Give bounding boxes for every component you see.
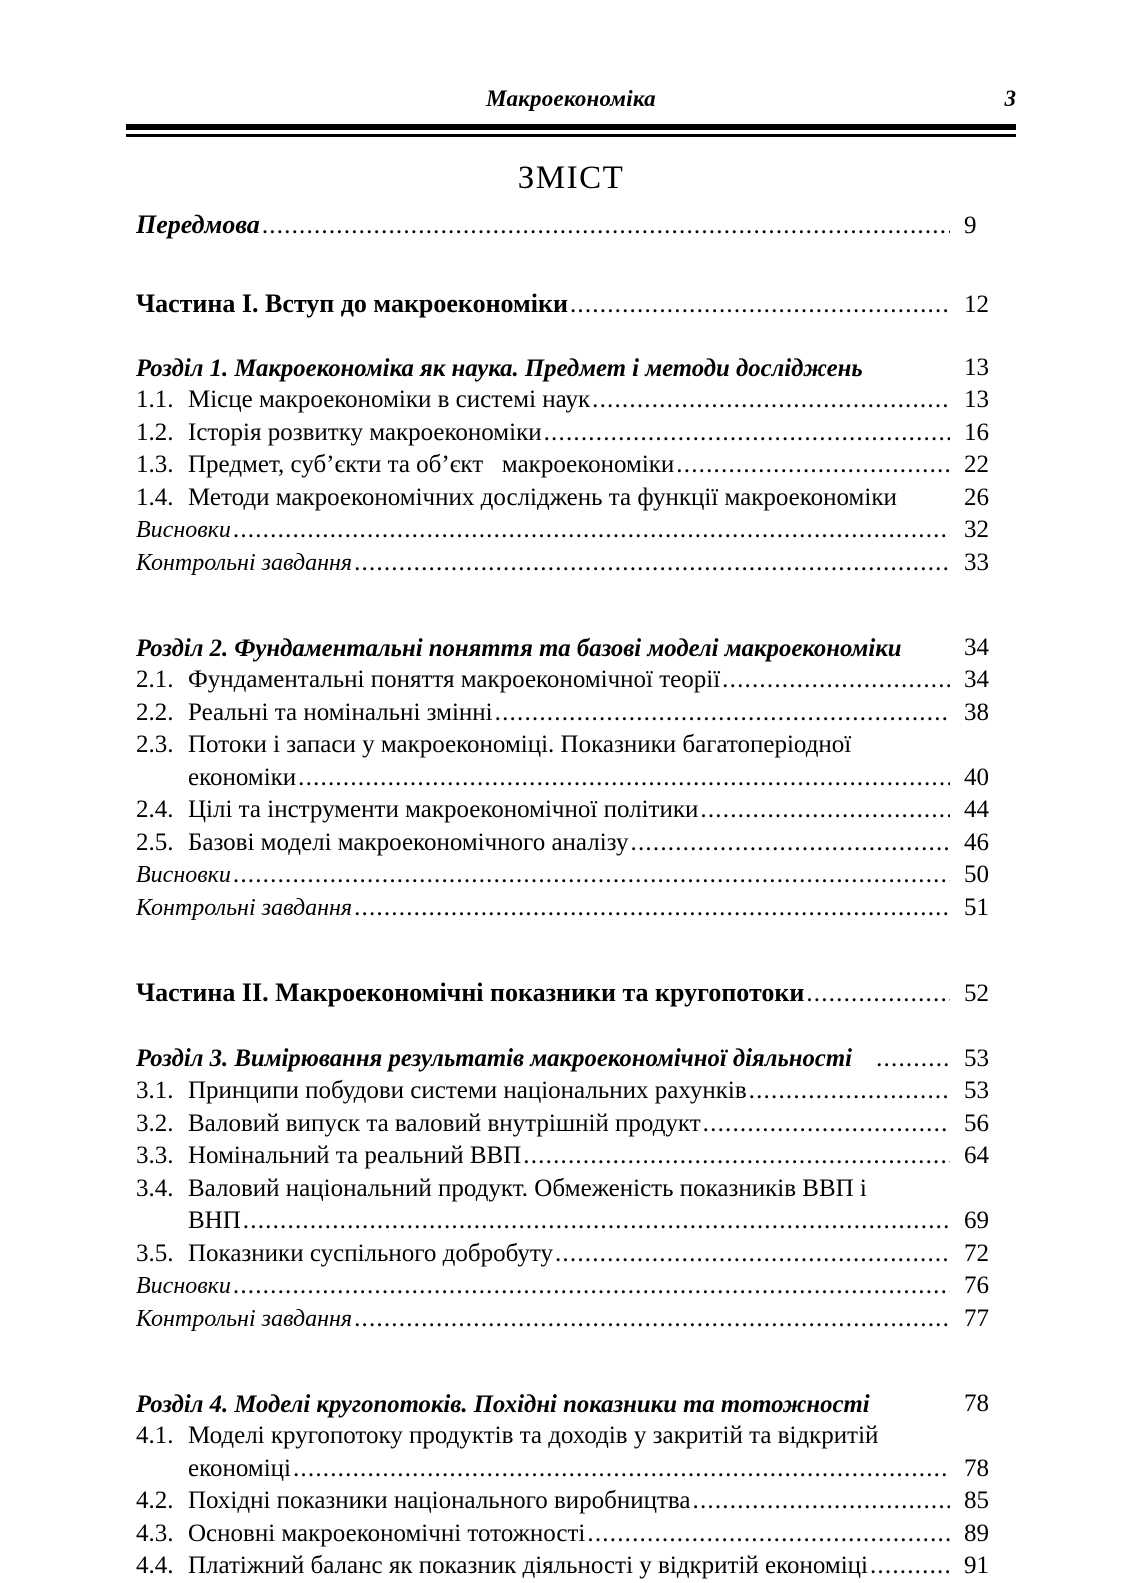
toc-item-number: 1.3. [136, 451, 174, 479]
toc-part-label: Частина I. Вступ до макроекономіки [136, 288, 568, 318]
leader-dots [233, 514, 950, 547]
toc-entry-label: Висновки [136, 517, 231, 544]
toc-part-page: 12 [964, 290, 989, 318]
toc-item-number: 1.4. [136, 483, 174, 511]
toc-item-number: 4.4. [136, 1552, 174, 1580]
toc-entry-label: Передмова [136, 210, 260, 239]
toc-item-3-1[interactable] [136, 1075, 1016, 1108]
leader-dots [703, 1108, 950, 1141]
toc-item-number: 4.2. [136, 1487, 174, 1515]
toc-item-4-1-continuation[interactable] [136, 1453, 1016, 1486]
toc-item-label: Показники суспільного добробуту [188, 1239, 553, 1267]
leader-dots [495, 697, 950, 730]
toc-tasks-3[interactable] [136, 1303, 1016, 1336]
toc-entry-page: 9 [964, 212, 977, 239]
leader-dots [544, 417, 950, 450]
toc-item-page: 69 [964, 1207, 989, 1235]
toc-item-4-4[interactable] [136, 1550, 1016, 1583]
page-folio-number: 3 [1004, 86, 1016, 111]
toc-item-number: 2.1. [136, 666, 174, 694]
leader-dots [243, 1205, 950, 1238]
leader-dots [293, 1453, 950, 1486]
toc-entry-label: Контрольні завдання [136, 1305, 353, 1332]
toc-item-2-5[interactable] [136, 827, 1016, 860]
toc-item-number: 3.1. [136, 1077, 174, 1105]
toc-chapter-label: Розділ 2. Фундаментальні поняття та базові моделі макроекономіки [136, 633, 902, 663]
toc-item-2-3-continuation[interactable] [136, 762, 1016, 795]
spacer [136, 243, 1016, 287]
toc-item-label: Основні макроекономічні тотожності [188, 1519, 586, 1547]
toc-item-page: 13 [964, 386, 989, 414]
toc-item-label: Предмет, суб’єкти та об’єкт макроекономіки [188, 451, 675, 479]
toc-part-2[interactable] [136, 976, 1016, 1011]
toc-item-number: 4.1. [136, 1422, 174, 1450]
toc-item-page: 26 [964, 483, 989, 511]
toc-item-label: Місце макроекономіки в системі наук [188, 386, 591, 414]
toc-item-label: Методи макроекономічних досліджень та функції макроекономіки [188, 483, 897, 511]
leader-dots [354, 1303, 950, 1336]
toc-part-1[interactable] [136, 287, 1016, 322]
toc-item-number: 3.3. [136, 1142, 174, 1170]
toc-item-4-3[interactable] [136, 1518, 1016, 1551]
toc-item-page: 38 [964, 698, 989, 726]
toc-chapter-1-heading[interactable] [136, 351, 1016, 384]
toc-part-label: Частина II. Макроекономічні показники та кругопотоки [136, 978, 805, 1008]
toc-item-label: Реальні та номінальні змінні [188, 698, 493, 726]
toc-item-4-2[interactable] [136, 1485, 1016, 1518]
toc-item-page: 40 [964, 763, 989, 791]
toc-item-number: 3.4. [136, 1174, 174, 1202]
toc-item-number: 2.5. [136, 828, 174, 856]
running-header [126, 86, 1016, 116]
toc-chapter-3-heading[interactable] [136, 1041, 1016, 1076]
leader-dots [262, 210, 950, 243]
toc-item-page: 91 [964, 1552, 989, 1580]
toc-item-number: 3.2. [136, 1109, 174, 1137]
toc-item-1-2[interactable] [136, 417, 1016, 450]
table-of-contents [136, 208, 1016, 1583]
spacer [136, 1335, 1016, 1387]
toc-item-label: Історія розвитку макроекономіки [188, 418, 542, 446]
toc-item-3-3[interactable] [136, 1140, 1016, 1173]
toc-item-1-4[interactable] [136, 482, 1016, 515]
toc-item-3-2[interactable] [136, 1108, 1016, 1141]
toc-chapter-2-heading[interactable] [136, 631, 1016, 664]
leader-dots [693, 1485, 951, 1518]
spacer [136, 1011, 1016, 1041]
toc-item-4-1[interactable] [136, 1420, 1016, 1453]
toc-chapter-page: 13 [964, 353, 989, 381]
leader-dots [233, 859, 950, 892]
leader-dots [354, 547, 950, 580]
toc-entry-preface[interactable] [136, 208, 1016, 243]
leader-dots [570, 289, 950, 322]
toc-item-label: Базові моделі макроекономічного аналізу [188, 828, 629, 856]
toc-item-label: Валовий національний продукт. Обмеженість показників ВВП і [188, 1174, 867, 1202]
page-title: ЗМІСТ [517, 160, 625, 196]
toc-chapter-label: Розділ 4. Моделі кругопотоків. Похідні показники та тотожності [136, 1389, 870, 1419]
toc-item-label: Валовий випуск та валовий внутрішній продукт [188, 1109, 701, 1137]
toc-conclusions-1[interactable] [136, 514, 1016, 547]
leader-dots [722, 664, 950, 697]
toc-item-page: 44 [964, 796, 989, 824]
toc-item-page: 22 [964, 451, 989, 479]
toc-item-page: 64 [964, 1142, 989, 1170]
toc-entry-label: Контрольні завдання [136, 549, 353, 576]
leader-dots [631, 827, 950, 860]
toc-chapter-label: Розділ 1. Макроекономіка як наука. Предмет і методи досліджень [136, 353, 863, 382]
toc-item-number: 1.2. [136, 418, 174, 446]
toc-item-page: 46 [964, 828, 989, 856]
toc-entry-page: 51 [964, 893, 989, 921]
toc-item-3-4[interactable] [136, 1173, 1016, 1206]
leader-dots [298, 762, 950, 795]
leader-dots [354, 892, 950, 925]
toc-item-number: 2.2. [136, 698, 174, 726]
toc-item-page: 89 [964, 1519, 989, 1547]
leader-dots [806, 978, 950, 1011]
toc-conclusions-2[interactable] [136, 859, 1016, 892]
toc-item-2-4[interactable] [136, 794, 1016, 827]
toc-item-number: 2.4. [136, 796, 174, 824]
toc-entry-page: 77 [964, 1304, 989, 1332]
toc-item-number: 3.5. [136, 1239, 174, 1267]
toc-item-page: 16 [964, 418, 989, 446]
toc-item-1-3[interactable] [136, 449, 1016, 482]
leader-dots [749, 1075, 950, 1108]
toc-entry-page: 76 [964, 1272, 989, 1300]
toc-item-3-5[interactable] [136, 1238, 1016, 1271]
toc-chapter-4-heading[interactable] [136, 1387, 1016, 1420]
leader-dots [523, 1140, 950, 1173]
toc-conclusions-3[interactable] [136, 1270, 1016, 1303]
toc-item-label: Номінальний та реальний ВВП [188, 1142, 522, 1170]
toc-chapter-page: 78 [964, 1389, 989, 1417]
toc-item-page: 78 [964, 1454, 989, 1482]
toc-entry-label: Контрольні завдання [136, 894, 353, 921]
leader-dots [676, 449, 950, 482]
toc-chapter-page: 53 [964, 1044, 989, 1072]
toc-entry-label: Висновки [136, 862, 231, 889]
leader-dots [870, 1550, 950, 1583]
toc-item-2-2[interactable] [136, 697, 1016, 730]
toc-chapter-page: 34 [964, 633, 989, 661]
toc-tasks-2[interactable] [136, 892, 1016, 925]
toc-item-number: 1.1. [136, 386, 174, 414]
toc-item-number: 4.3. [136, 1519, 174, 1547]
toc-item-label-continued: економіки [188, 763, 297, 791]
toc-item-1-1[interactable] [136, 384, 1016, 417]
toc-item-page: 56 [964, 1109, 989, 1137]
leader-dots [587, 1518, 950, 1551]
leader-dots [233, 1270, 950, 1303]
header-rule-thick [126, 124, 1016, 130]
spacer [136, 579, 1016, 631]
toc-entry-page: 33 [964, 548, 989, 576]
toc-item-label: Цілі та інструменти макроекономічної політики [188, 796, 699, 824]
leader-dots [555, 1238, 950, 1271]
toc-item-2-1[interactable] [136, 664, 1016, 697]
toc-part-page: 52 [964, 980, 989, 1008]
toc-item-label: Похідні показники національного виробництва [188, 1487, 691, 1515]
toc-item-label: Принципи побудови системи національних рахунків [188, 1077, 747, 1105]
toc-item-page: 85 [964, 1487, 989, 1515]
toc-item-2-3[interactable] [136, 729, 1016, 762]
toc-item-label: Платіжний баланс як показник діяльності у відкритій економіці [188, 1552, 868, 1580]
spacer [136, 924, 1016, 976]
toc-item-page: 34 [964, 666, 989, 694]
toc-entry-page: 50 [964, 861, 989, 889]
toc-item-number: 2.3. [136, 731, 174, 759]
toc-item-label: Потоки і запаси у макроекономіці. Показники багатоперіодної [188, 731, 852, 759]
toc-item-label-continued: економіці [188, 1454, 291, 1482]
leader-dots [592, 384, 950, 417]
toc-item-3-4-continuation[interactable] [136, 1205, 1016, 1238]
toc-entry-label: Висновки [136, 1273, 231, 1300]
leader-dots [876, 1043, 950, 1076]
spacer [136, 321, 1016, 351]
running-header-title: Макроекономіка [486, 86, 656, 111]
toc-item-label: Фундаментальні поняття макроекономічної теорії [188, 666, 721, 694]
toc-item-page: 72 [964, 1239, 989, 1267]
toc-chapter-label: Розділ 3. Вимірювання результатів макроекономічної діяльності [136, 1042, 852, 1072]
toc-tasks-1[interactable] [136, 547, 1016, 580]
header-rule-thin [126, 134, 1016, 137]
toc-item-label: Моделі кругопотоку продуктів та доходів у закритій та відкритій [188, 1422, 879, 1450]
toc-item-label-continued: ВНП [188, 1207, 241, 1235]
toc-item-page: 53 [964, 1077, 989, 1105]
toc-entry-page: 32 [964, 516, 989, 544]
leader-dots [700, 794, 950, 827]
